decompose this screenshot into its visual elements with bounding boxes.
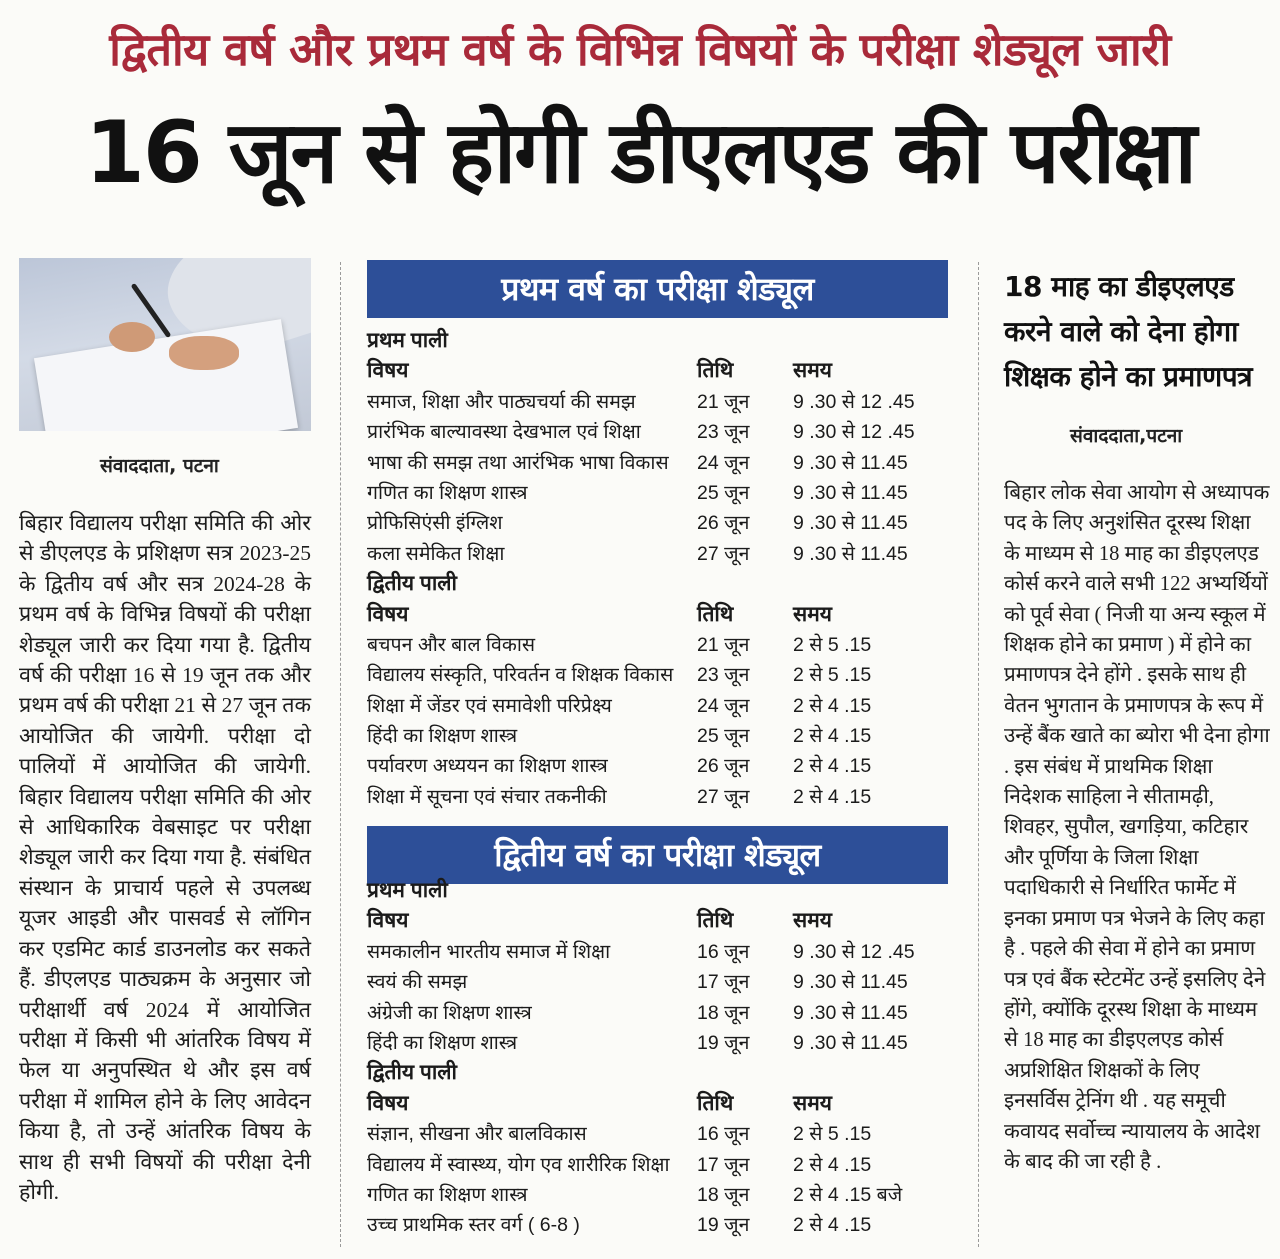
second-year-schedule [367,876,948,1241]
table-row: उच्च प्राथमिक स्तर वर्ग ( 6-8 ) 19 जून 2 से 4 .15 [367,1214,872,1237]
right-headline-line: 18 माह का डीइएलएड [1004,270,1234,303]
table-header: विषय तिथि समय [367,909,832,933]
table-row: भाषा की समझ तथा आरंभिक भाषा विकास 24 जून 9 .30 से 11.45 [367,451,908,474]
shift-label: द्वितीय पाली [367,572,457,596]
table-row: गणित का शिक्षण शास्त्र 18 जून 2 से 4 .15 बजे [367,1183,903,1206]
column-divider-right [978,262,979,1247]
left-story-text: बिहार विद्यालय परीक्षा समिति की ओर से डीएलएड के प्रशिक्षण सत्र 2023-25 के द्वितीय वर्ष और सत्र 2024-28 के प्रथम वर्ष के विभिन्न विषयों की परीक्षा शेड्यूल जारी कर दिया गया है. द्वितीय वर्ष की परीक्षा 16 से 19 जून तक और प्रथम वर्ष की परीक्षा 21 से 27 जून तक आयोजित की जायेगी. परीक्षा दो पालियों में आयोजित की जायेगी. बिहार विद्यालय परीक्षा समिति की ओर से आधिकारिक वेबसाइट पर परीक्षा शेड्यूल जारी कर दिया गया है. संबंधित संस्थान के प्राचार्य पहले से उपलब्ध यूजर आइडी और पासवर्ड से लॉगिन कर एडमिट कार्ड डाउनलोड कर सकते हैं. डीएलएड पाठ्यक्रम के अनुसार जो परीक्षार्थी वर्ष 2024 में आयोजित परीक्षा में किसी भी आंतरिक विषय में फेल या अनुपस्थित थे और इस वर्ष परीक्षा में शामिल होने के लिए आवेदन किया है, तो उन्हें आंतरिक विषय के साथ ही सभी विषयों की परीक्षा देनी होगी. [19,511,311,1204]
shift-label: द्वितीय पाली [367,1061,457,1085]
right-headline-line: करने वाले को देना होगा [1004,315,1238,348]
right-story-text: बिहार लोक सेवा आयोग से अध्यापक पद के लिए अनुशंसित दूरस्थ शिक्षा के माध्यम से 18 माह का डीइएलएड कोर्स करने वाले सभी 122 अभ्यर्थियों को पूर्व सेवा ( निजी या अन्य स्कूल में शिक्षक होने का प्रमाण ) में होने का प्रमाणपत्र देने होंगे . इसके साथ ही वेतन भुगतान के प्रमाणपत्र के रूप में उन्हें बैंक खाते का ब्योरा भी देना होगा . इस संबंध में प्राथमिक शिक्षा निदेशक साहिला ने सीतामढ़ी, शिवहर, सुपौल, खगड़िया, कटिहार और पूर्णिया के जिला शिक्षा पदाधिकारी से निर्धारित फार्मेट में इनका प्रमाण पत्र भेजने के लिए कहा है . पहले की सेवा में होने का प्रमाण पत्र एवं बैंक स्टेटमेंट उन्हें इसलिए देने होंगे, क्योंकि दूरस्थ शिक्षा के माध्यम से 18 माह का डीइएलएड कोर्स अप्रशिक्षित शिक्षकों के लिए इनसर्विस ट्रेनिंग थी . यह समूची कवायद सर्वोच्च न्यायालय के आदेश के बाद की जा रही है . [1004,482,1270,1173]
table-header: विषय तिथि समय [367,359,832,383]
table-row: अंग्रेजी का शिक्षण शास्त्र 18 जून 9 .30 से 11.45 [367,1001,908,1024]
table-row: प्रारंभिक बाल्यावस्था देखभाल एवं शिक्षा 23 जून 9 .30 से 12 .45 [367,421,915,444]
table-row: संज्ञान, सीखना और बालविकास 16 जून 2 से 5 .15 [367,1123,872,1146]
left-byline: संवाददाता, पटना [100,455,219,477]
writing-hand-photo [19,258,311,431]
right-headline-line: शिक्षक होने का प्रमाणपत्र [1004,360,1253,393]
kicker-headline: द्वितीय वर्ष और प्रथम वर्ष के विभिन्न विषयों के परीक्षा शेड्यूल जारी [109,23,1171,76]
table-row: स्वयं की समझ 17 जून 9 .30 से 11.45 [367,971,908,994]
table-row: विद्यालय में स्वास्थ्य, योग एव शारीरिक शिक्षा 17 जून 2 से 4 .15 [367,1153,872,1176]
table-row: शिक्षा में जेंडर एवं समावेशी परिप्रेक्ष्य 24 जून 2 से 4 .15 [367,694,872,717]
table-header: विषय तिथि समय [367,1091,832,1115]
table-row: पर्यावरण अध्ययन का शिक्षण शास्त्र 26 जून 2 से 4 .15 [367,755,872,778]
table-row: बचपन और बाल विकास 21 जून 2 से 5 .15 [367,633,872,656]
shift-label: प्रथम पाली [367,879,448,902]
table-header: विषय तिथि समय [367,602,832,626]
right-byline: संवाददाता,पटना [1070,425,1183,447]
first-year-title: प्रथम वर्ष का परीक्षा शेड्यूल [367,260,948,318]
column-divider-left [340,262,341,1247]
shift-label: प्रथम पाली [367,329,448,352]
first-year-schedule [367,326,948,812]
table-row: शिक्षा में सूचना एवं संचार तकनीकी 27 जून 2 से 4 .15 [367,785,872,808]
table-row: गणित का शिक्षण शास्त्र 25 जून 9 .30 से 11.45 [367,481,908,504]
table-row: विद्यालय संस्कृति, परिवर्तन व शिक्षक विकास 23 जून 2 से 5 .15 [367,664,872,687]
table-row: प्रोफिसिएंसी इंग्लिश 26 जून 9 .30 से 11.45 [367,512,908,535]
second-year-title: द्वितीय वर्ष का परीक्षा शेड्यूल [367,826,948,884]
table-row: हिंदी का शिक्षण शास्त्र 19 जून 9 .30 से 11.45 [367,1031,908,1054]
right-headline [1004,264,1274,399]
table-row: हिंदी का शिक्षण शास्त्र 25 जून 2 से 4 .15 [367,725,872,748]
main-headline: 16 जून से होगी डीएलएड की परीक्षा [85,103,1195,203]
table-row: कला समेकित शिक्षा 27 जून 9 .30 से 11.45 [367,542,908,565]
table-row: समकालीन भारतीय समाज में शिक्षा 16 जून 9 .30 से 12 .45 [367,940,915,963]
table-row: समाज, शिक्षा और पाठ्यचर्या की समझ 21 जून 9 .30 से 12 .45 [367,390,915,413]
